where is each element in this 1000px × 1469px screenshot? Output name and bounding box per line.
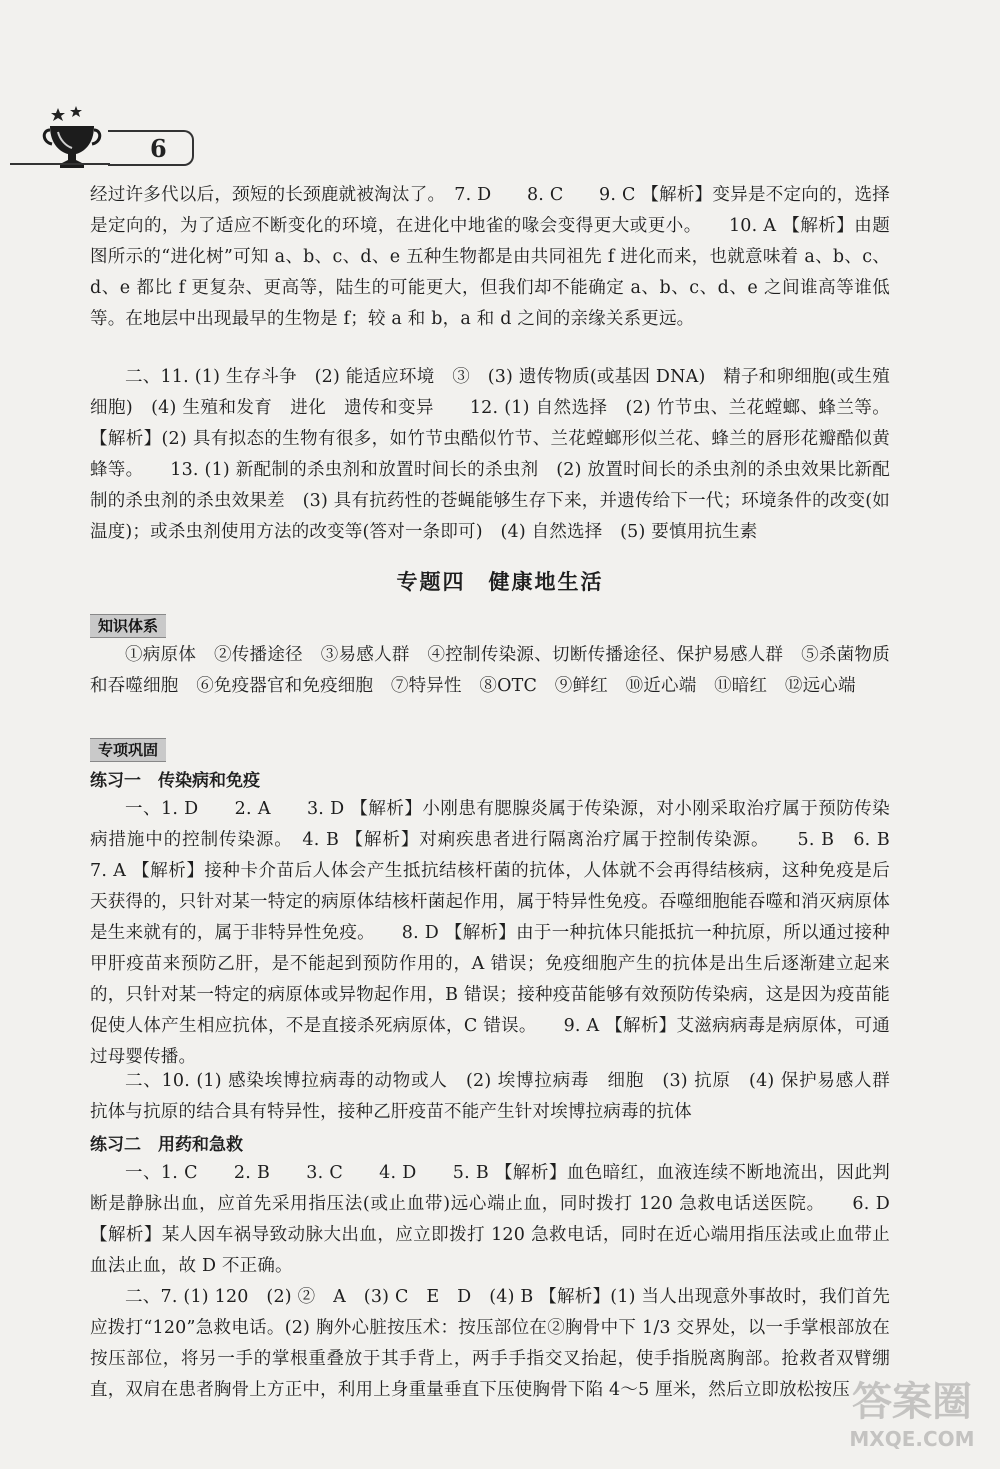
exercise-2-part-1: 一、1. C 2. B 3. C 4. D 5. B 【解析】血色暗红，血液连续不断地流出，因此判断是静脉出血，应首先采用指压法(或止血带)远心端止血，同时拨打 120 急救电话送医院。 6. D 【解析】某人因车祸导致动脉大出血，应立即拨打 120 急救电话，同时在近心端用指压法或止血带止血法止血，故 D 不正确。 [90,1163,890,1276]
exercise-1-title: 练习一 传染病和免疫 [90,771,260,791]
header-rule [10,163,110,165]
knowledge-list: ①病原体 ②传播途径 ③易感人群 ④控制传染源、切断传播途径、保护易感人群 ⑤杀菌物质和吞噬细胞 ⑥免疫器官和免疫细胞 ⑦特异性 ⑧OTC ⑨鲜红 ⑩近心端 ⑪暗红 ⑫远心端 [90,645,890,696]
section-title: 专题四 健康地生活 [396,570,604,594]
watermark-main: 答案圈 [852,1379,972,1425]
exercise-2-title: 练习二 用药和急救 [90,1135,243,1155]
page-header [0,98,200,168]
exercise-2-part-2: 二、7. (1) 120 (2) ② A (3) C E D (4) B 【解析】(1) 当人出现意外事故时，我们首先应拨打“120”急救电话。(2) 胸外心脏按压术：按压部位在②胸骨中下 1/3 交界处，以一手掌根部放在按压部位，将另一手的掌根重叠放于其手背上，两手手指交叉抬起，使手指脱离胸部。抢救者双臂绷直，双肩在患者胸骨上方正中，利用上身重量垂直下压使胸骨下陷 4～5 厘米，然后立即放松按压 [90,1287,890,1400]
answer-block-1: 经过许多代以后，颈短的长颈鹿就被淘汰了。 7. D 8. C 9. C 【解析】变异是不定向的，选择是定向的，为了适应不断变化的环境，在进化中地雀的喙会变得更大或更小。 10. A 【解析】由题图所示的“进化树”可知 a、b、c、d、e 五种生物都是由共同祖先 f 进化而来，也就意味着 a、b、c、d、e 都比 f 更复杂、更高等，陆生的可能更大，但我们却不能确定 a、b、c、d、e 之间谁高等谁低等。在地层中出现最早的生物是 f；较 a 和 b，a 和 d 之间的亲缘关系更远。 [90,185,890,329]
answer-block-2: 二、11. (1) 生存斗争 (2) 能适应环境 ③ (3) 遗传物质(或基因 DNA) 精子和卵细胞(或生殖细胞) (4) 生殖和发育 进化 遗传和变异 12. (1) 自然选择 (2) 竹节虫、兰花螳螂、蜂兰等。【解析】(2) 具有拟态的生物有很多，如竹节虫酷似竹节、兰花螳螂形似兰花、蜂兰的唇形花瓣酷似黄蜂等。 13. (1) 新配制的杀虫剂和放置时间长的杀虫剂 (2) 放置时间长的杀虫剂的杀虫效果比新配制的杀虫剂的杀虫效果差 (3) 具有抗药性的苍蝇能够生存下来，并遗传给下一代；环境条件的改变(如温度)；或杀虫剂使用方法的改变等(答对一条即可) (4) 自然选择 (5) 要慎用抗生素 [90,367,890,542]
exercise-1-part-1: 一、1. D 2. A 3. D 【解析】小刚患有腮腺炎属于传染源，对小刚采取治疗属于预防传染病措施中的控制传染源。 4. B 【解析】对痢疾患者进行隔离治疗属于控制传染源。 5. B 6. B 7. A 【解析】接种卡介苗后人体会产生抵抗结核杆菌的抗体，人体就不会再得结核病，这种免疫是后天获得的，只针对某一特定的病原体结核杆菌起作用，属于特异性免疫。吞噬细胞能吞噬和消灭病原体是生来就有的，属于非特异性免疫。 8. D 【解析】由于一种抗体只能抵抗一种抗原，所以通过接种甲肝疫苗来预防乙肝，是不能起到预防作用的，A 错误；免疫细胞产生的抗体是出生后逐渐建立起来的，只针对某一特定的病原体或异物起作用，B 错误；接种疫苗能够有效预防传染病，这是因为疫苗能促使人体产生相应抗体，不是直接杀死病原体，C 错误。 9. A 【解析】艾滋病病毒是病原体，可通过母婴传播。 [90,799,926,1067]
special-practice-tag: 专项巩固 [90,738,166,762]
trophy-icon [40,104,104,170]
exercise-1-part-2: 二、10. (1) 感染埃博拉病毒的动物或人 (2) 埃博拉病毒 细胞 (3) 抗原 (4) 保护易感人群 抗体与抗原的结合具有特异性，接种乙肝疫苗不能产生针对埃博拉病毒的抗体 [90,1071,908,1122]
knowledge-system-tag: 知识体系 [90,614,166,638]
watermark-sub: MXQE.COM [849,1427,975,1451]
watermark-stamp [842,1378,982,1458]
page-number: 6 [150,134,167,163]
